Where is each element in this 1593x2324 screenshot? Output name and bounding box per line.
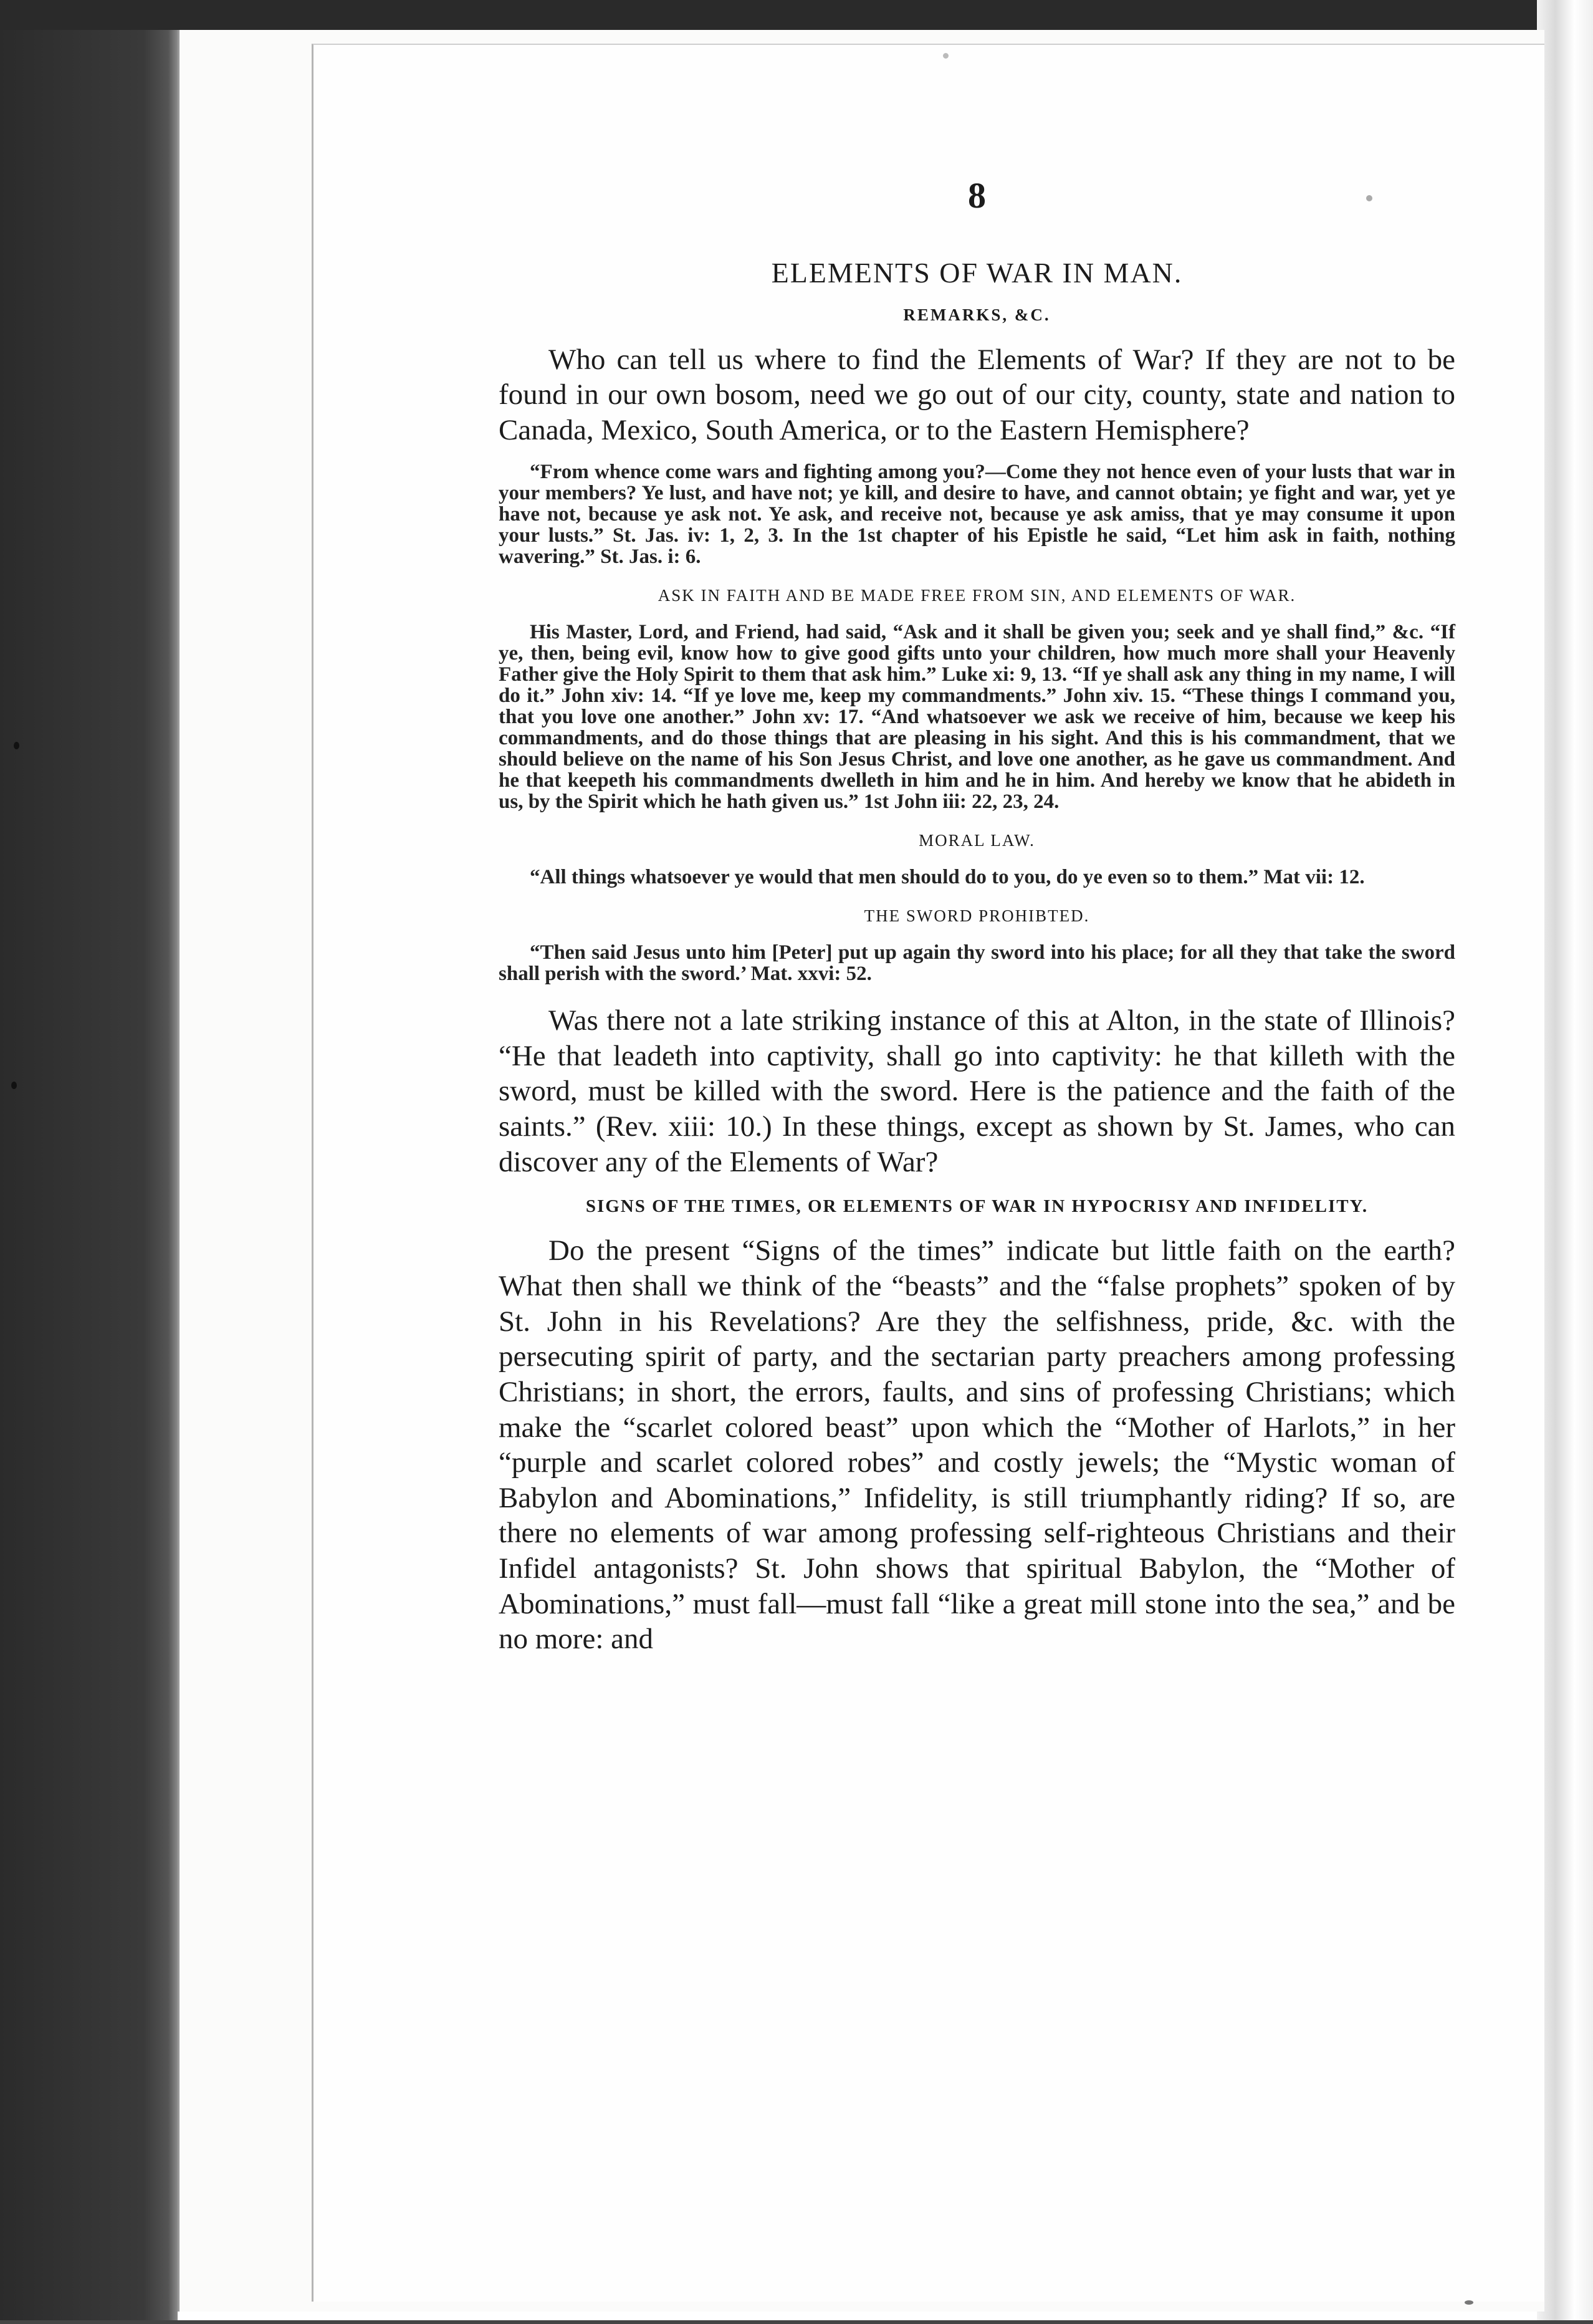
heading-signs-of-times: SIGNS OF THE TIMES, OR ELEMENTS OF WAR IN HYPOCRISY AND INFIDELITY. (585, 1196, 1369, 1217)
quote-master: His Master, Lord, and Friend, had said, “Ask and it shall be given you; seek and ye shall find,” &c. “If ye, then, being evil, know how to give good gifts unto your children, how much more shall your Heavenly Father give the Holy Spirit to them that ask him.” Luke xi: 9, 13. “If ye shall ask any thing in my name, I will do it.” John xiv: 14. “If ye love me, keep my commandments.” John xiv. 15. “These things I command you, that you love one another.” John xv: 17. “And whatsoever we ask we receive of him, because we keep his commandments, and do those things that are pleasing in his sight. And this is his commandment, that we should believe on the name of his Son Jesus Christ, and love one another, as he gave us commandment. And he that keepeth his commandments dwelleth in him and he in him. And hereby we know that he abideth in us, by the Spirit which he hath given us.” 1st John iii: 22, 23, 24. (499, 621, 1455, 814)
page-subtitle: REMARKS, &C. (903, 305, 1051, 324)
scan-speck (1465, 2300, 1473, 2305)
scan-bottom-border (0, 2320, 1593, 2324)
scan-speck (14, 742, 19, 749)
scan-speck (943, 53, 949, 59)
quote-james: “From whence come wars and fighting among you?—Come they not hence even of your lusts that war in your members? Ye lust, and have not; ye kill, and desire to have, and cannot obtain; ye fight and war, yet ye have not, because ye ask not. Ye ask, and receive not, because ye ask amiss, that ye may consume it upon your lusts.” St. Jas. iv: 1, 2, 3. In the 1st chapter of his Epistle he said, “Let him ask in faith, nothing wavering.” St. Jas. i: 6. (499, 461, 1455, 569)
scan-right-edge (1537, 0, 1593, 2324)
heading-moral-law: MORAL LAW. (919, 831, 1035, 850)
page-content (499, 175, 1455, 1671)
page-title: ELEMENTS OF WAR IN MAN. (771, 257, 1183, 289)
intro-paragraph: Who can tell us where to find the Elements of War? If they are not to be found in our own bosom, need we go out of our city, county, state and nation to Canada, Mexico, South America, or to the Eastern Hemisphere? (499, 343, 1455, 446)
scan-left-border (0, 0, 178, 2324)
scan-speck (11, 1082, 17, 1089)
quote-moral-law: “All things whatsoever ye would that men should do to you, do ye even so to them.” Mat vii: 12. (530, 866, 1365, 889)
page-number: 8 (968, 175, 986, 216)
paragraph-signs: Do the present “Signs of the times” indicate but little faith on the earth? What then shall we think of the “beasts” and the “false prophets” spoken of by St. John in his Revelations? Are they the selfishness, pride, &c. with the persecuting spirit of party, and the sectarian party preachers among professing Christians; in short, the errors, faults, and sins of professing Christians; which make the “scarlet colored beast” upon which the “Mother of Harlots,” in her “purple and scarlet colored robes” and costly jewels; the “Mystic woman of Babylon and Abominations,” Infidelity, is still triumphantly riding? If so, are there no elements of war among professing self-righteous Christians and their Infidel antagonists? St. John shows that spiritual Babylon, the “Mother of Abominations,” must fall—must fall “like a great mill stone into the sea,” and be no more: and (499, 1234, 1455, 1656)
heading-ask-in-faith: ASK IN FAITH AND BE MADE FREE FROM SIN, AND ELEMENTS OF WAR. (658, 586, 1296, 605)
quote-sword: “Then said Jesus unto him [Peter] put up again thy sword into his place; for all they that take the sword shall perish with the sword.’ Mat. xxvi: 52. (499, 941, 1455, 986)
scan-top-border (0, 0, 1593, 30)
paragraph-alton: Was there not a late striking instance of this at Alton, in the state of Illinois? “He that leadeth into captivity, shall go into captivity: he that killeth with the sword, must be killed with the sword. Here is the patience and the faith of the saints.” (Rev. xiii: 10.) In these things, except as shown by St. James, who can discover any of the Elements of War? (499, 1004, 1455, 1178)
heading-sword-prohibited: THE SWORD PROHIBTED. (864, 906, 1090, 926)
